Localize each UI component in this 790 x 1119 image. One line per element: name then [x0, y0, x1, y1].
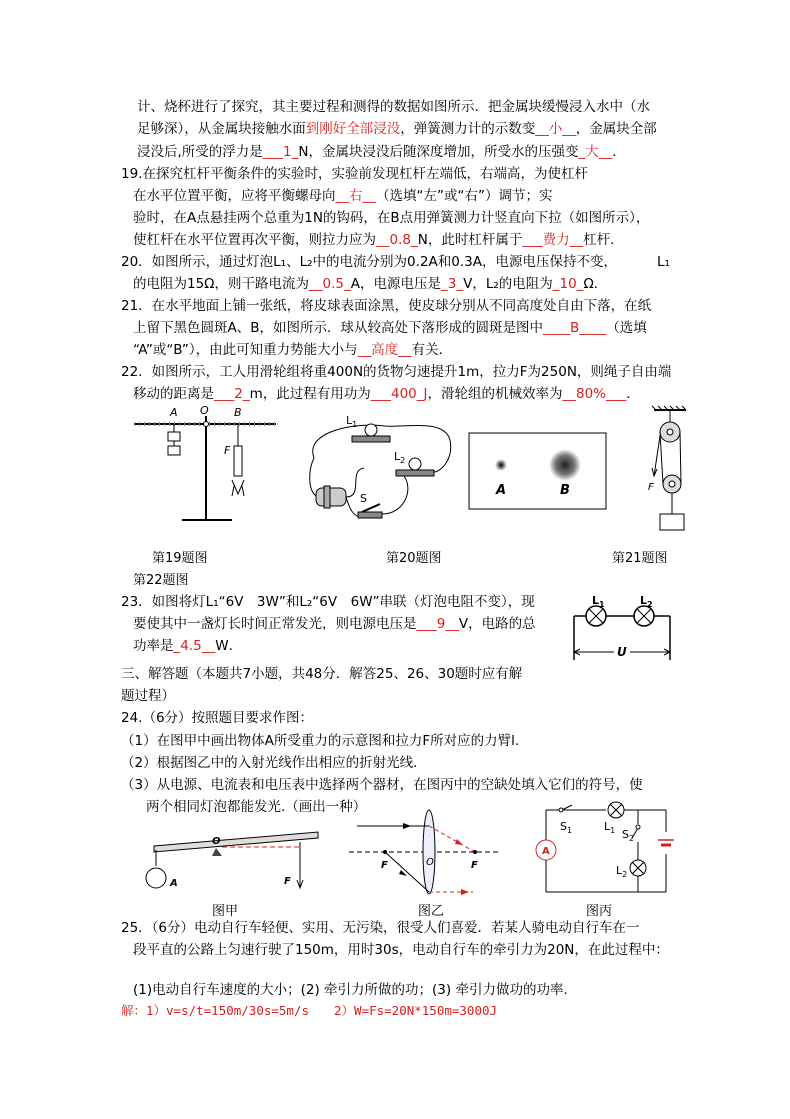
q20-answer-resistance: _10_ [552, 276, 584, 292]
section3-line1: 三、解答题（本题共7小题，共48分．解答25、26、30题时应有解 [121, 666, 523, 682]
label-s1: $S_1$ [560, 820, 573, 835]
q24-line3: （2）根据图乙中的入射光线作出相应的折射光线． [121, 755, 427, 771]
switch-base [358, 512, 382, 518]
label-f: F [648, 482, 654, 493]
q18-answer-immerse: 到刚好全部浸没 [305, 121, 401, 137]
label-s2: $S_2$ [622, 828, 635, 843]
paper [469, 433, 606, 509]
refracted-ray-1 [429, 826, 475, 852]
q19-answer-lever-type: ___费力__ [522, 232, 584, 248]
spot-a [495, 459, 507, 471]
load [660, 514, 684, 530]
fig24b-lens [345, 806, 505, 898]
fig21-spots-diagram [468, 432, 608, 510]
caption-fig19: 第19题图 [152, 551, 208, 566]
q20-answer-voltage: _3_ [440, 276, 464, 292]
q18-line1: 计、烧杯进行了探究，其主要过程和测得的数据如图所示．把金属块缓慢浸入水中（水 [137, 99, 650, 115]
weight-2 [168, 446, 180, 455]
switch-s1 [562, 805, 572, 810]
object-a [146, 868, 166, 888]
label-l1: $L_1$ [346, 414, 358, 429]
label-b: B [234, 406, 242, 419]
q22-answer-distance: ___2_ [214, 386, 250, 402]
incident-ray-2 [385, 852, 429, 892]
label-f-right: F [471, 860, 478, 871]
wire-left [310, 458, 316, 496]
q22-line1: 22．如图所示，工人用滑轮组将重400N的货物匀速提升1m，拉力F为250N，则绳子自由端 [121, 364, 672, 380]
label-o: O [426, 857, 434, 868]
q23-line1: 23．如图将灯L₁“6V 3W”和L₂“6V 6W”串联（灯泡电阻不变），现 [121, 594, 535, 610]
label-l2: $L_2$ [394, 450, 406, 465]
label-l1: $L_1$ [604, 820, 616, 835]
q19-line1: 19.在探究杠杆平衡条件的实验时，实验前发现杠杆左端低，右端高，为使杠杆 [121, 166, 588, 182]
fig24a-lever [140, 826, 320, 896]
pivot-o [204, 422, 209, 427]
q25-line1: 25．（6分）电动自行车轻便、实用、无污染，很受人们喜爱．若某人骑电动自行车在一 [121, 920, 640, 936]
q18-line2: 足够深），从金属块接触水面到刚好全部浸没，弹簧测力计的示数变__小__，金属块全部 [137, 121, 657, 137]
caption-fig24a: 图甲 [212, 904, 239, 919]
caption-fig22: 第22题图 [133, 573, 189, 588]
label-f: F [284, 876, 291, 887]
q22-answer-efficiency: __80%___ [562, 386, 627, 402]
q19-answer-force: __0.8_ [376, 232, 418, 248]
label-a: A [170, 878, 178, 889]
convex-lens [423, 810, 435, 894]
q23-answer-power: _4.5__ [173, 638, 216, 654]
q19-line3: 验时，在A点悬挂两个总重为1N的钩码，在B点用弹簧测力计竖直向下拉（如图所示）， [133, 210, 650, 226]
label-f: F [224, 444, 231, 457]
q24-line5: 两个相同灯泡都能发光.（画出一种） [146, 799, 367, 815]
q21-answer-height: __高度__ [357, 342, 412, 358]
lamp1-bulb [365, 424, 377, 436]
q21-line2: 上留下黑色圆斑A、B，如图所示．球从较高处下落形成的圆斑是图中____B____（选填 [133, 320, 647, 336]
inclined-bar [154, 832, 318, 852]
scale-hand [232, 480, 244, 496]
lamp2-bulb [409, 458, 421, 470]
lamp2-base [396, 470, 434, 476]
q18-answer-larger: _大__ [578, 144, 613, 160]
fulcrum [212, 848, 222, 856]
label-ammeter: A [542, 846, 550, 857]
caption-fig21: 第21题图 [612, 551, 668, 566]
q24-line1: 24.（6分）按照题目要求作图： [121, 710, 314, 726]
q23-answer-voltage: ___9__ [416, 616, 459, 632]
label-l2: $L_2$ [616, 864, 628, 879]
label-f-left: F [381, 860, 388, 871]
caption-fig20: 第20题图 [386, 551, 442, 566]
label-a: A [496, 483, 507, 498]
q18-answer-buoyancy: ___1_ [262, 144, 299, 160]
q18-answer-smaller: __小__ [535, 121, 576, 137]
fig23-series-circuit [570, 594, 676, 664]
lamp1-base [352, 436, 390, 442]
q20-line1: 20．如图所示，通过灯泡L₁、L₂中的电流分别为0.2A和0.3A，电源电压保持不变， L₁ [121, 254, 670, 270]
q18-line3: 浸没后,所受的浮力是___1_N，金属块浸没后随深度增加，所受水的压强变_大__． [137, 144, 626, 160]
battery [316, 488, 346, 506]
q25-answer: 解：1）v=s/t=150m/30s=5m/s 2）W=Fs=20N*150m=3000J [121, 1003, 498, 1018]
fig19-lever-diagram [128, 402, 278, 532]
q21-answer-spot: ____B____ [543, 320, 607, 336]
caption-fig24b: 图乙 [418, 904, 445, 919]
q20-answer-current: __0.5_ [309, 276, 351, 292]
q25-line2: 段平直的公路上匀速行驶了150m，用时30s，电动自行车的牵引力为20N，在此过程中： [133, 942, 669, 958]
q22-answer-work: ___400_J [370, 386, 428, 402]
q25-line3: (1)电动自行车速度的大小；(2) 牵引力所做的功；(3) 牵引力做功的功率． [133, 982, 577, 998]
section3-line2: 题过程） [121, 688, 175, 704]
fig22-pulley-diagram [646, 406, 690, 532]
q23-line3: 功率是_4.5__W． [133, 638, 243, 654]
q21-line1: 21．在水平地面上铺一张纸，将皮球表面涂黑，使皮球分别从不同高度处自由下落，在纸 [121, 298, 652, 314]
q19-line4: 使杠杆在水平位置再次平衡，则拉力应为__0.8_N，此时杠杆属于___费力__杠杆． [133, 232, 624, 248]
weight-1 [168, 432, 180, 441]
label-l2: $L_2$ [640, 594, 653, 609]
switch-lever [362, 504, 380, 512]
q24-line2: （1）在图甲中画出物体A所受重力的示意图和拉力F所对应的力臂l. [121, 733, 520, 749]
label-o: O [212, 836, 221, 847]
q24-line4: （3）从电源、电流表和电压表中选择两个器材，在图丙中的空缺处填入它们的符号，使 [121, 777, 643, 793]
spot-b [549, 449, 581, 481]
label-a: A [170, 406, 178, 419]
fig20-circuit-diagram [294, 410, 454, 528]
label-b: B [560, 483, 570, 498]
label-o: O [200, 404, 209, 417]
label-u: U [617, 645, 627, 659]
label-l1: $L_1$ [592, 594, 605, 609]
q23-line2: 要使其中一盏灯长时间正常发光，则电源电压是___9__V，电路的总 [133, 616, 536, 632]
label-s: S [360, 492, 367, 505]
q22-line2: 移动的距离是___2_m，此过程有用功为___400_J，滑轮组的机械效率为__80%___． [133, 386, 640, 402]
q19-answer-right: __右__ [335, 188, 376, 204]
q19-line2: 在水平位置平衡，应将平衡螺母向__右__（选填“左”或“右”）调节；实 [133, 188, 553, 204]
wire-top [313, 425, 451, 472]
caption-fig24c: 图丙 [586, 904, 613, 919]
q20-line2: 的电阻为15Ω，则干路电流为__0.5_A，电源电压是_3_V，L₂的电阻为_10_Ω． [133, 276, 608, 292]
q21-line3: “A”或“B”），由此可知重力势能大小与__高度__有关． [133, 342, 453, 358]
fig24c-circuit [530, 800, 676, 896]
spring-scale [234, 446, 242, 476]
